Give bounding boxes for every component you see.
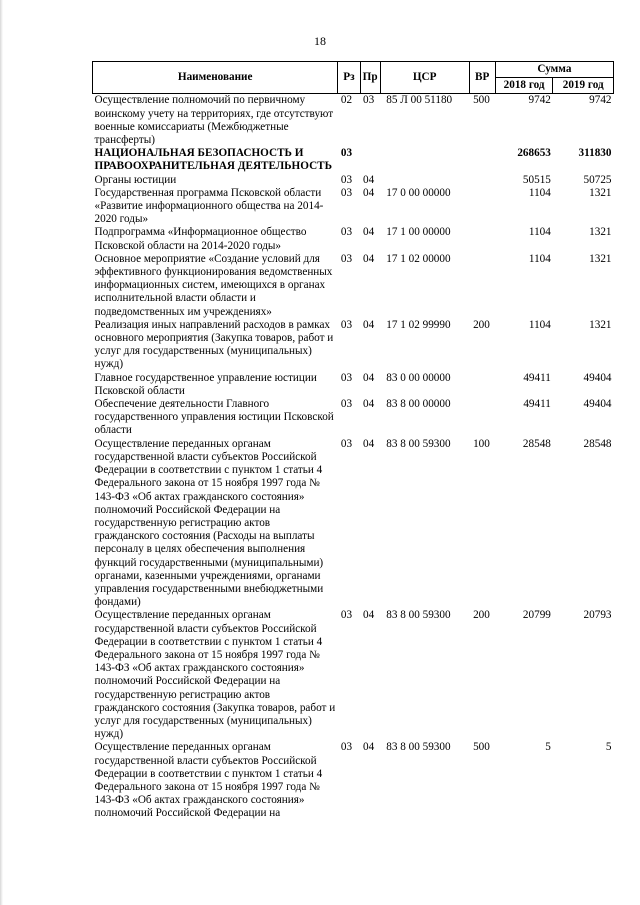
table-row xyxy=(93,398,614,438)
header-sum: Сумма xyxy=(495,62,613,78)
header-year-2019: 2019 год xyxy=(553,78,614,94)
row-rz: 02 xyxy=(340,94,353,107)
header-rz: Рз xyxy=(338,62,360,94)
row-csr: 17 1 02 00000 xyxy=(386,252,451,265)
row-csr xyxy=(380,174,469,187)
row-rz: 03 xyxy=(340,371,353,384)
row-csr xyxy=(380,147,469,173)
row-name: Главное государственное управление юстиции Псковской области xyxy=(94,371,317,397)
row-2018: 5 xyxy=(545,741,551,754)
row-rz: 03 xyxy=(340,398,353,411)
row-vr xyxy=(469,398,495,438)
row-2018: 1104 xyxy=(528,252,551,265)
row-vr xyxy=(469,253,495,319)
table-row xyxy=(93,174,614,187)
table-row xyxy=(93,372,614,398)
row-2018: 9742 xyxy=(528,94,551,107)
row-name: Основное мероприятие «Создание условий для эффективного функционирования ведомственных информационных систем, имеющихся в органах исполнительной власти области и подведомственных им учреждениях» xyxy=(94,252,333,318)
row-csr: 83 0 00 00000 xyxy=(386,371,451,384)
row-vr xyxy=(469,174,495,187)
row-2018: 268653 xyxy=(517,147,551,160)
row-csr: 85 Л 00 51180 xyxy=(386,94,453,107)
page-number: 18 xyxy=(314,34,326,48)
row-name: Осуществление полномочий по первичному воинскому учету на территориях, где отсутствуют военные комиссариаты (Межбюджетные трансферты) xyxy=(94,94,334,147)
row-vr: 100 xyxy=(473,437,490,450)
row-vr xyxy=(469,147,495,173)
row-name: Подпрограмма «Информационное общество Псковской области на 2014-2020 годы» xyxy=(94,226,307,252)
row-2019: 1321 xyxy=(589,226,612,239)
row-name: Реализация иных направлений расходов в рамках основного мероприятия (Закупка товаров, работ и услуг для государственных (муниципальных) нужд) xyxy=(94,318,334,371)
row-csr: 17 1 02 99990 xyxy=(386,318,451,331)
table-row xyxy=(93,226,614,252)
row-csr: 83 8 00 59300 xyxy=(386,609,451,622)
row-vr: 500 xyxy=(473,741,490,754)
row-2018: 28548 xyxy=(522,437,551,450)
row-rz: 03 xyxy=(340,318,353,331)
row-rz: 03 xyxy=(340,741,353,754)
row-pr: 04 xyxy=(363,437,375,450)
row-csr: 17 0 00 00000 xyxy=(386,186,451,199)
row-rz: 03 xyxy=(340,147,353,160)
header-vr: ВР xyxy=(469,62,495,94)
row-2019: 9742 xyxy=(589,94,612,107)
row-2019: 20793 xyxy=(583,609,612,622)
header-pr: Пр xyxy=(360,62,380,94)
header-year-2018: 2018 год xyxy=(495,78,553,94)
row-2018: 50515 xyxy=(522,173,551,186)
row-2019: 49404 xyxy=(583,371,612,384)
row-2018: 1104 xyxy=(528,226,551,239)
row-vr xyxy=(469,372,495,398)
budget-table xyxy=(92,61,614,821)
table-row xyxy=(93,438,614,610)
row-2019: 311830 xyxy=(578,147,612,160)
header-name: Наименование xyxy=(93,62,338,94)
table-row xyxy=(93,94,614,147)
row-vr: 200 xyxy=(473,609,490,622)
row-name: Государственная программа Псковской области «Развитие информационного общества на 2014-2020 годы» xyxy=(94,186,324,226)
row-2018: 49411 xyxy=(523,398,551,411)
row-pr: 04 xyxy=(363,252,375,265)
row-2019: 28548 xyxy=(583,437,612,450)
row-csr: 83 8 00 59300 xyxy=(386,741,451,754)
row-2018: 49411 xyxy=(523,371,551,384)
row-name: Осуществление переданных органам государственной власти субъектов Российской Федерации в соответствии с пунктом 1 статьи 4 Федерального закона от 15 ноября 1997 года № 143-ФЗ «Об актах гражданского состояния» полномочий Российской Федерации на государственную регистрацию актов гражданского состояния (Расходы на выплаты персоналу в целях обеспечения выполнения функций государственными (муниципальными) органами, казенными учреждениями, органами управления государственными внебюджетными фондами) xyxy=(94,437,324,609)
row-name: Осуществление переданных органам государственной власти субъектов Российской Федерации в соответствии с пунктом 1 статьи 4 Федерального закона от 15 ноября 1997 года № 143-ФЗ «Об актах гражданского состояния» полномочий Российской Федерации на государственную регистрацию актов гражданского состояния (Закупка товаров, работ и услуг для государственных (муниципальных) нужд) xyxy=(94,609,336,741)
row-pr: 04 xyxy=(363,741,375,754)
row-rz: 03 xyxy=(340,226,353,239)
row-pr: 04 xyxy=(363,226,375,239)
row-pr: 04 xyxy=(363,609,375,622)
row-2019: 50725 xyxy=(583,173,612,186)
row-rz: 03 xyxy=(340,609,353,622)
table-row xyxy=(93,741,614,820)
row-pr: 04 xyxy=(363,173,375,186)
row-rz: 03 xyxy=(340,252,353,265)
row-name: Осуществление переданных органам государственной власти субъектов Российской Федерации в соответствии с пунктом 1 статьи 4 Федерального закона от 15 ноября 1997 года № 143-ФЗ «Об актах гражданского состояния» полномочий Российской Федерации на xyxy=(94,741,323,820)
row-pr: 04 xyxy=(363,371,375,384)
row-2019: 5 xyxy=(605,741,612,754)
row-2019: 49404 xyxy=(583,398,612,411)
row-2018: 1104 xyxy=(528,186,551,199)
row-vr xyxy=(469,226,495,252)
row-vr xyxy=(469,187,495,227)
row-pr xyxy=(360,147,380,173)
row-pr: 04 xyxy=(363,398,375,411)
row-pr: 04 xyxy=(363,318,375,331)
row-name: Обеспечение деятельности Главного государственного управления юстиции Псковской области xyxy=(94,398,334,437)
table-row xyxy=(93,609,614,741)
table-row xyxy=(93,319,614,372)
row-csr: 83 8 00 00000 xyxy=(386,398,451,411)
row-2019: 1321 xyxy=(589,252,612,265)
row-rz: 03 xyxy=(340,437,353,450)
row-2018: 1104 xyxy=(528,318,551,331)
row-csr: 17 1 00 00000 xyxy=(386,226,451,239)
row-vr: 200 xyxy=(473,318,490,331)
row-name: НАЦИОНАЛЬНАЯ БЕЗОПАСНОСТЬ И ПРАВООХРАНИТЕЛЬНАЯ ДЕЯТЕЛЬНОСТЬ xyxy=(94,147,333,173)
row-csr: 83 8 00 59300 xyxy=(386,437,451,450)
row-pr: 03 xyxy=(363,94,375,107)
row-rz: 03 xyxy=(340,173,353,186)
row-2019: 1321 xyxy=(589,318,612,331)
row-2018: 20799 xyxy=(522,609,551,622)
table-header xyxy=(93,62,614,94)
row-rz: 03 xyxy=(340,186,353,199)
header-csr: ЦСР xyxy=(380,62,469,94)
row-name: Органы юстиции xyxy=(94,173,177,186)
table-body xyxy=(93,94,614,821)
table-row-section xyxy=(93,147,614,173)
table-row xyxy=(93,187,614,227)
table-row xyxy=(93,253,614,319)
scan-edge xyxy=(0,0,3,905)
row-vr: 500 xyxy=(473,94,490,107)
row-2019: 1321 xyxy=(589,186,612,199)
row-pr: 04 xyxy=(363,186,375,199)
